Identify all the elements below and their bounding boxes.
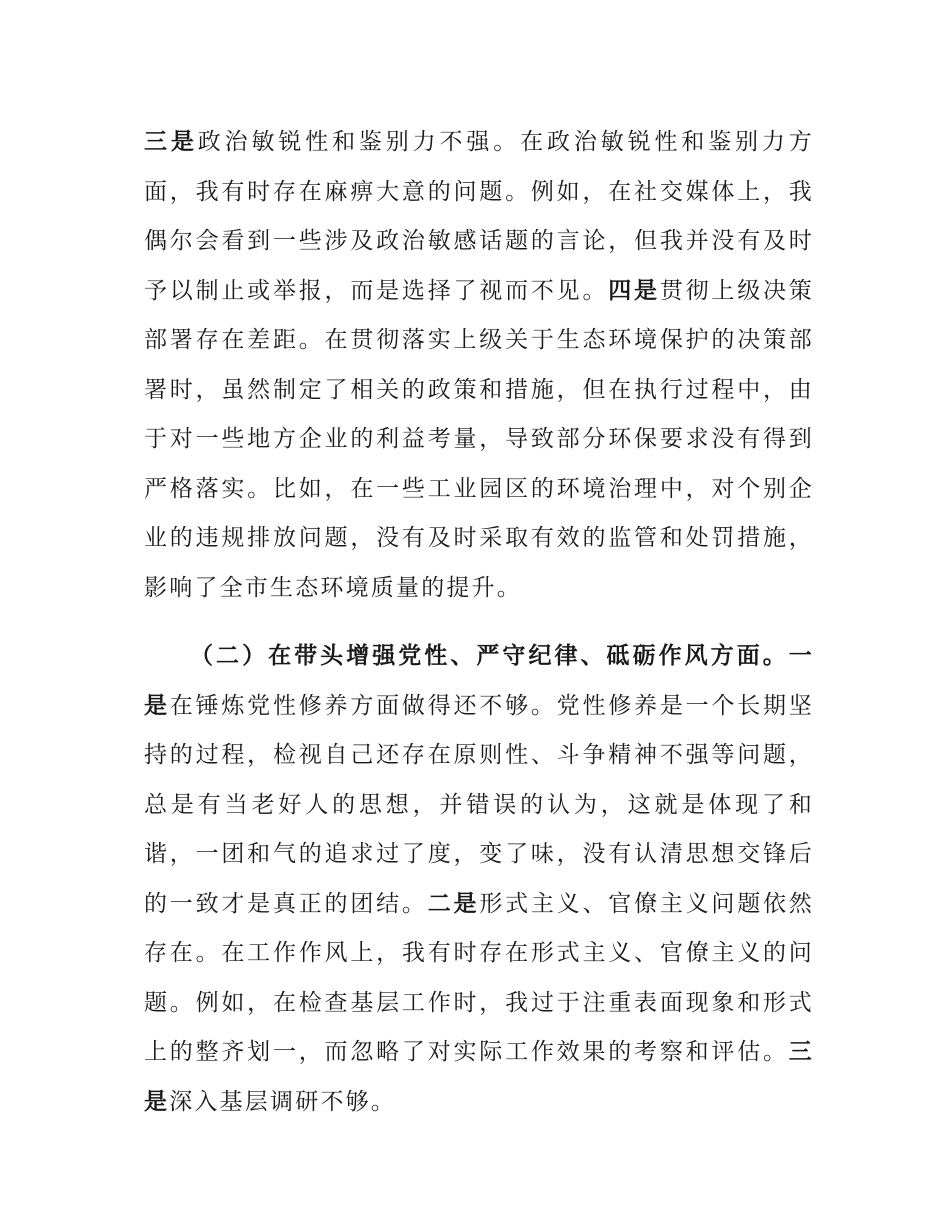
item-marker-four: 四是 [608,277,660,304]
paragraph-party-discipline [144,632,814,1127]
item-marker-three: 三是 [144,1039,814,1115]
item-marker-one: 一是 [144,643,814,719]
item-text-three: 深入基层调研不够。 [169,1088,397,1115]
paragraph-body [144,632,814,1127]
item-marker-two: 二是 [427,890,480,917]
item-text-three: 政治敏锐性和鉴别力不强。在政治敏锐性和鉴别力方面，我有时存在麻痹大意的问题。例如，在社交媒体上，我偶尔会看到一些涉及政治敏感话题的言论，但我并没有及时予以制止或举报，而是选择了视而不见。 [144,129,814,304]
item-marker-three: 三是 [144,129,198,155]
item-text-four: 贯彻上级决策部署存在差距。在贯彻落实上级关于生态环境保护的决策部署时，虽然制定了相关的政策和措施，但在执行过程中，由于对一些地方企业的利益考量，导致部分环保要求没有得到严格落实。比如，在一些工业园区的环境治理中，对个别企业的违规排放问题，没有及时采取有效的监管和处罚措施，影响了全市生态环境质量的提升。 [144,277,815,601]
paragraph-body [144,118,814,613]
paragraph-political-sensitivity [144,118,814,613]
section-heading: （二）在带头增强党性、严守纪律、砥砺作风方面。 [190,643,789,669]
item-text-two: 形式主义、官僚主义问题依然存在。在工作作风上，我有时存在形式主义、官僚主义的问题。例如，在检查基层工作时，我过于注重表面现象和形式上的整齐划一，而忽略了对实际工作效果的考察和评估。 [144,890,815,1065]
item-text-one: 在锤炼党性修养方面做得还不够。党性修养是一个长期坚持的过程，检视自己还存在原则性、斗争精神不强等问题，总是有当老好人的思想，并错误的认为，这就是体现了和谐，一团和气的追求过了度，变了味，没有认清思想交锋后的一致才是真正的团结。 [144,692,815,917]
